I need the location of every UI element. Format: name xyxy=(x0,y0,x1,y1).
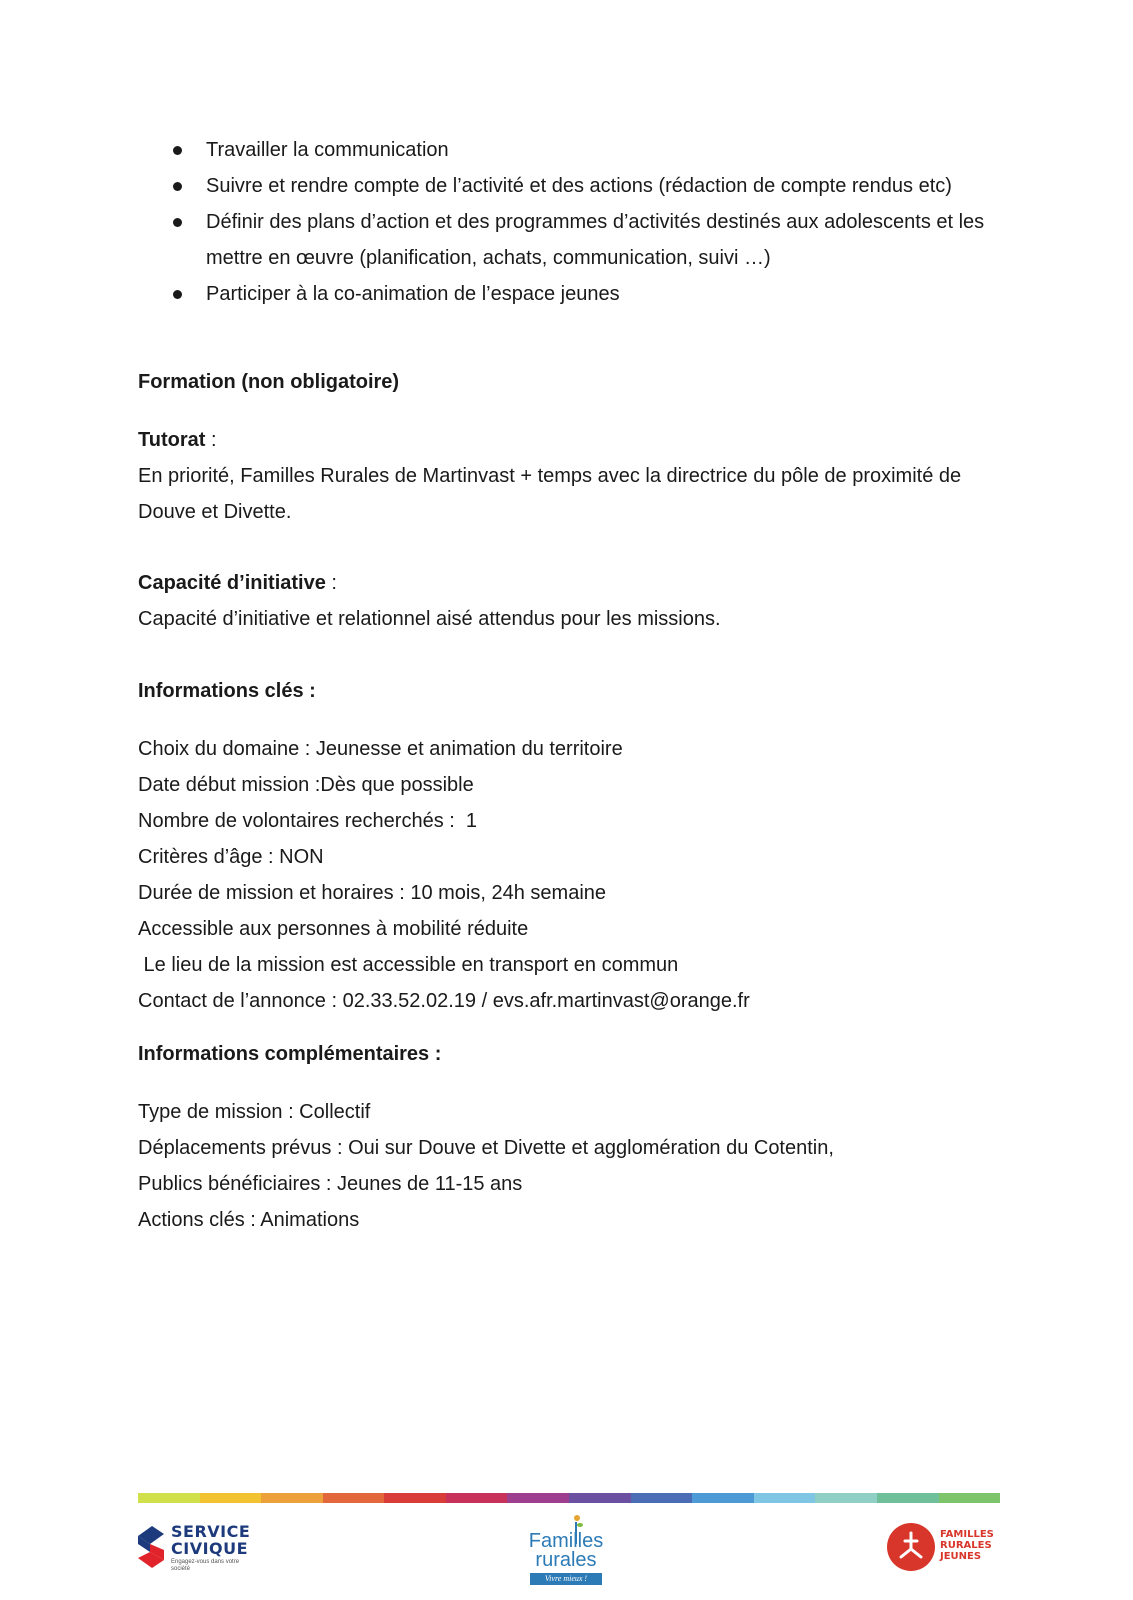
stripe-segment xyxy=(507,1493,569,1503)
frj-line3: JEUNES xyxy=(940,1551,982,1562)
extra-info-list xyxy=(138,1094,1018,1238)
stripe-segment xyxy=(877,1493,939,1503)
extra-info-line: Déplacements prévus : Oui sur Douve et Divette et agglomération du Cotentin, xyxy=(138,1137,834,1159)
list-item xyxy=(138,132,1018,168)
bullet-icon xyxy=(173,146,182,155)
familles-rurales-line2: rurales xyxy=(535,1549,597,1571)
list-item-text: Suivre et rendre compte de l’activité et des actions (rédaction de compte rendus etc) xyxy=(206,175,952,197)
key-info-line: Nombre de volontaires recherchés : 1 xyxy=(138,810,478,832)
familles-rurales-tagline: Vivre mieux ! xyxy=(530,1573,602,1585)
stripe-segment xyxy=(569,1493,631,1503)
initiative-text: Capacité d’initiative et relationnel aisé attendus pour les missions. xyxy=(138,608,721,630)
stripe-segment xyxy=(200,1493,262,1503)
bullet-icon xyxy=(173,290,182,299)
stripe-segment xyxy=(261,1493,323,1503)
frj-line2: RURALES xyxy=(940,1540,992,1551)
extra-info-line: Actions clés : Animations xyxy=(138,1209,360,1231)
stripe-segment xyxy=(754,1493,816,1503)
initiative-label: Capacité d’initiative xyxy=(138,572,326,594)
bullet-icon xyxy=(173,182,182,191)
service-civique-subtitle: Engagez-vous dans votre société xyxy=(171,1559,240,1572)
stripe-segment xyxy=(446,1493,508,1503)
tutorat-label: Tutorat xyxy=(138,429,206,451)
list-item xyxy=(138,168,1018,204)
tutorat-section xyxy=(138,422,1018,530)
service-civique-logo xyxy=(136,1520,256,1574)
key-info-list xyxy=(138,731,1018,1019)
tutorat-colon: : xyxy=(205,429,217,451)
key-info-line: Accessible aux personnes à mobilité réduite xyxy=(138,918,529,940)
stripe-segment xyxy=(384,1493,446,1503)
frj-line1: FAMILLES xyxy=(940,1529,994,1540)
list-item-text: Participer à la co-animation de l’espace jeunes xyxy=(206,283,620,305)
list-item-text: Travailler la communication xyxy=(206,139,449,161)
extra-info-heading: Informations complémentaires : xyxy=(138,1043,442,1065)
stripe-segment xyxy=(323,1493,385,1503)
extra-info-line: Publics bénéficiaires : Jeunes de 11-15 ans xyxy=(138,1173,523,1195)
stripe-segment xyxy=(138,1493,200,1503)
activities-list xyxy=(138,132,1018,312)
frj-logo xyxy=(887,1523,997,1579)
key-info-line: Durée de mission et horaires : 10 mois, 24h semaine xyxy=(138,882,607,904)
initiative-colon: : xyxy=(325,572,337,594)
tutorat-text: En priorité, Familles Rurales de Martinvast + temps avec la directrice du pôle de proximité de Douve et Divette. xyxy=(138,465,962,523)
key-info-line: Choix du domaine : Jeunesse et animation du territoire xyxy=(138,738,623,760)
formation-heading: Formation (non obligatoire) xyxy=(138,371,400,393)
familles-rurales-logo xyxy=(526,1510,606,1582)
key-info-heading: Informations clés : xyxy=(138,680,316,702)
stripe-segment xyxy=(631,1493,693,1503)
frj-emblem-icon xyxy=(887,1523,935,1571)
key-info-line: Le lieu de la mission est accessible en transport en commun xyxy=(138,954,679,976)
key-info-line: Contact de l’annonce : 02.33.52.02.19 / evs.afr.martinvast@orange.fr xyxy=(138,990,750,1012)
frj-text xyxy=(940,1529,994,1562)
bullet-icon xyxy=(173,218,182,227)
list-item xyxy=(138,204,1018,276)
footer-color-stripe xyxy=(138,1493,1000,1503)
stripe-segment xyxy=(939,1493,1001,1503)
extra-info-line: Type de mission : Collectif xyxy=(138,1101,371,1123)
stripe-segment xyxy=(815,1493,877,1503)
familles-rurales-line1: Familles xyxy=(528,1530,604,1552)
service-civique-line2: CIVIQUE xyxy=(171,1539,249,1558)
stripe-segment xyxy=(692,1493,754,1503)
initiative-section xyxy=(138,565,1018,637)
sprout-icon xyxy=(570,1514,584,1544)
service-civique-line1: SERVICE xyxy=(171,1522,251,1541)
key-info-line: Critères d’âge : NON xyxy=(138,846,324,868)
key-info-line: Date début mission :Dès que possible xyxy=(138,774,474,796)
service-civique-mark-icon xyxy=(136,1522,166,1572)
list-item xyxy=(138,276,1018,312)
list-item-text: Définir des plans d’action et des programmes d’activités destinés aux adolescents et les mettre en œuvre (planification, achats, communication, suivi …) xyxy=(206,211,985,269)
